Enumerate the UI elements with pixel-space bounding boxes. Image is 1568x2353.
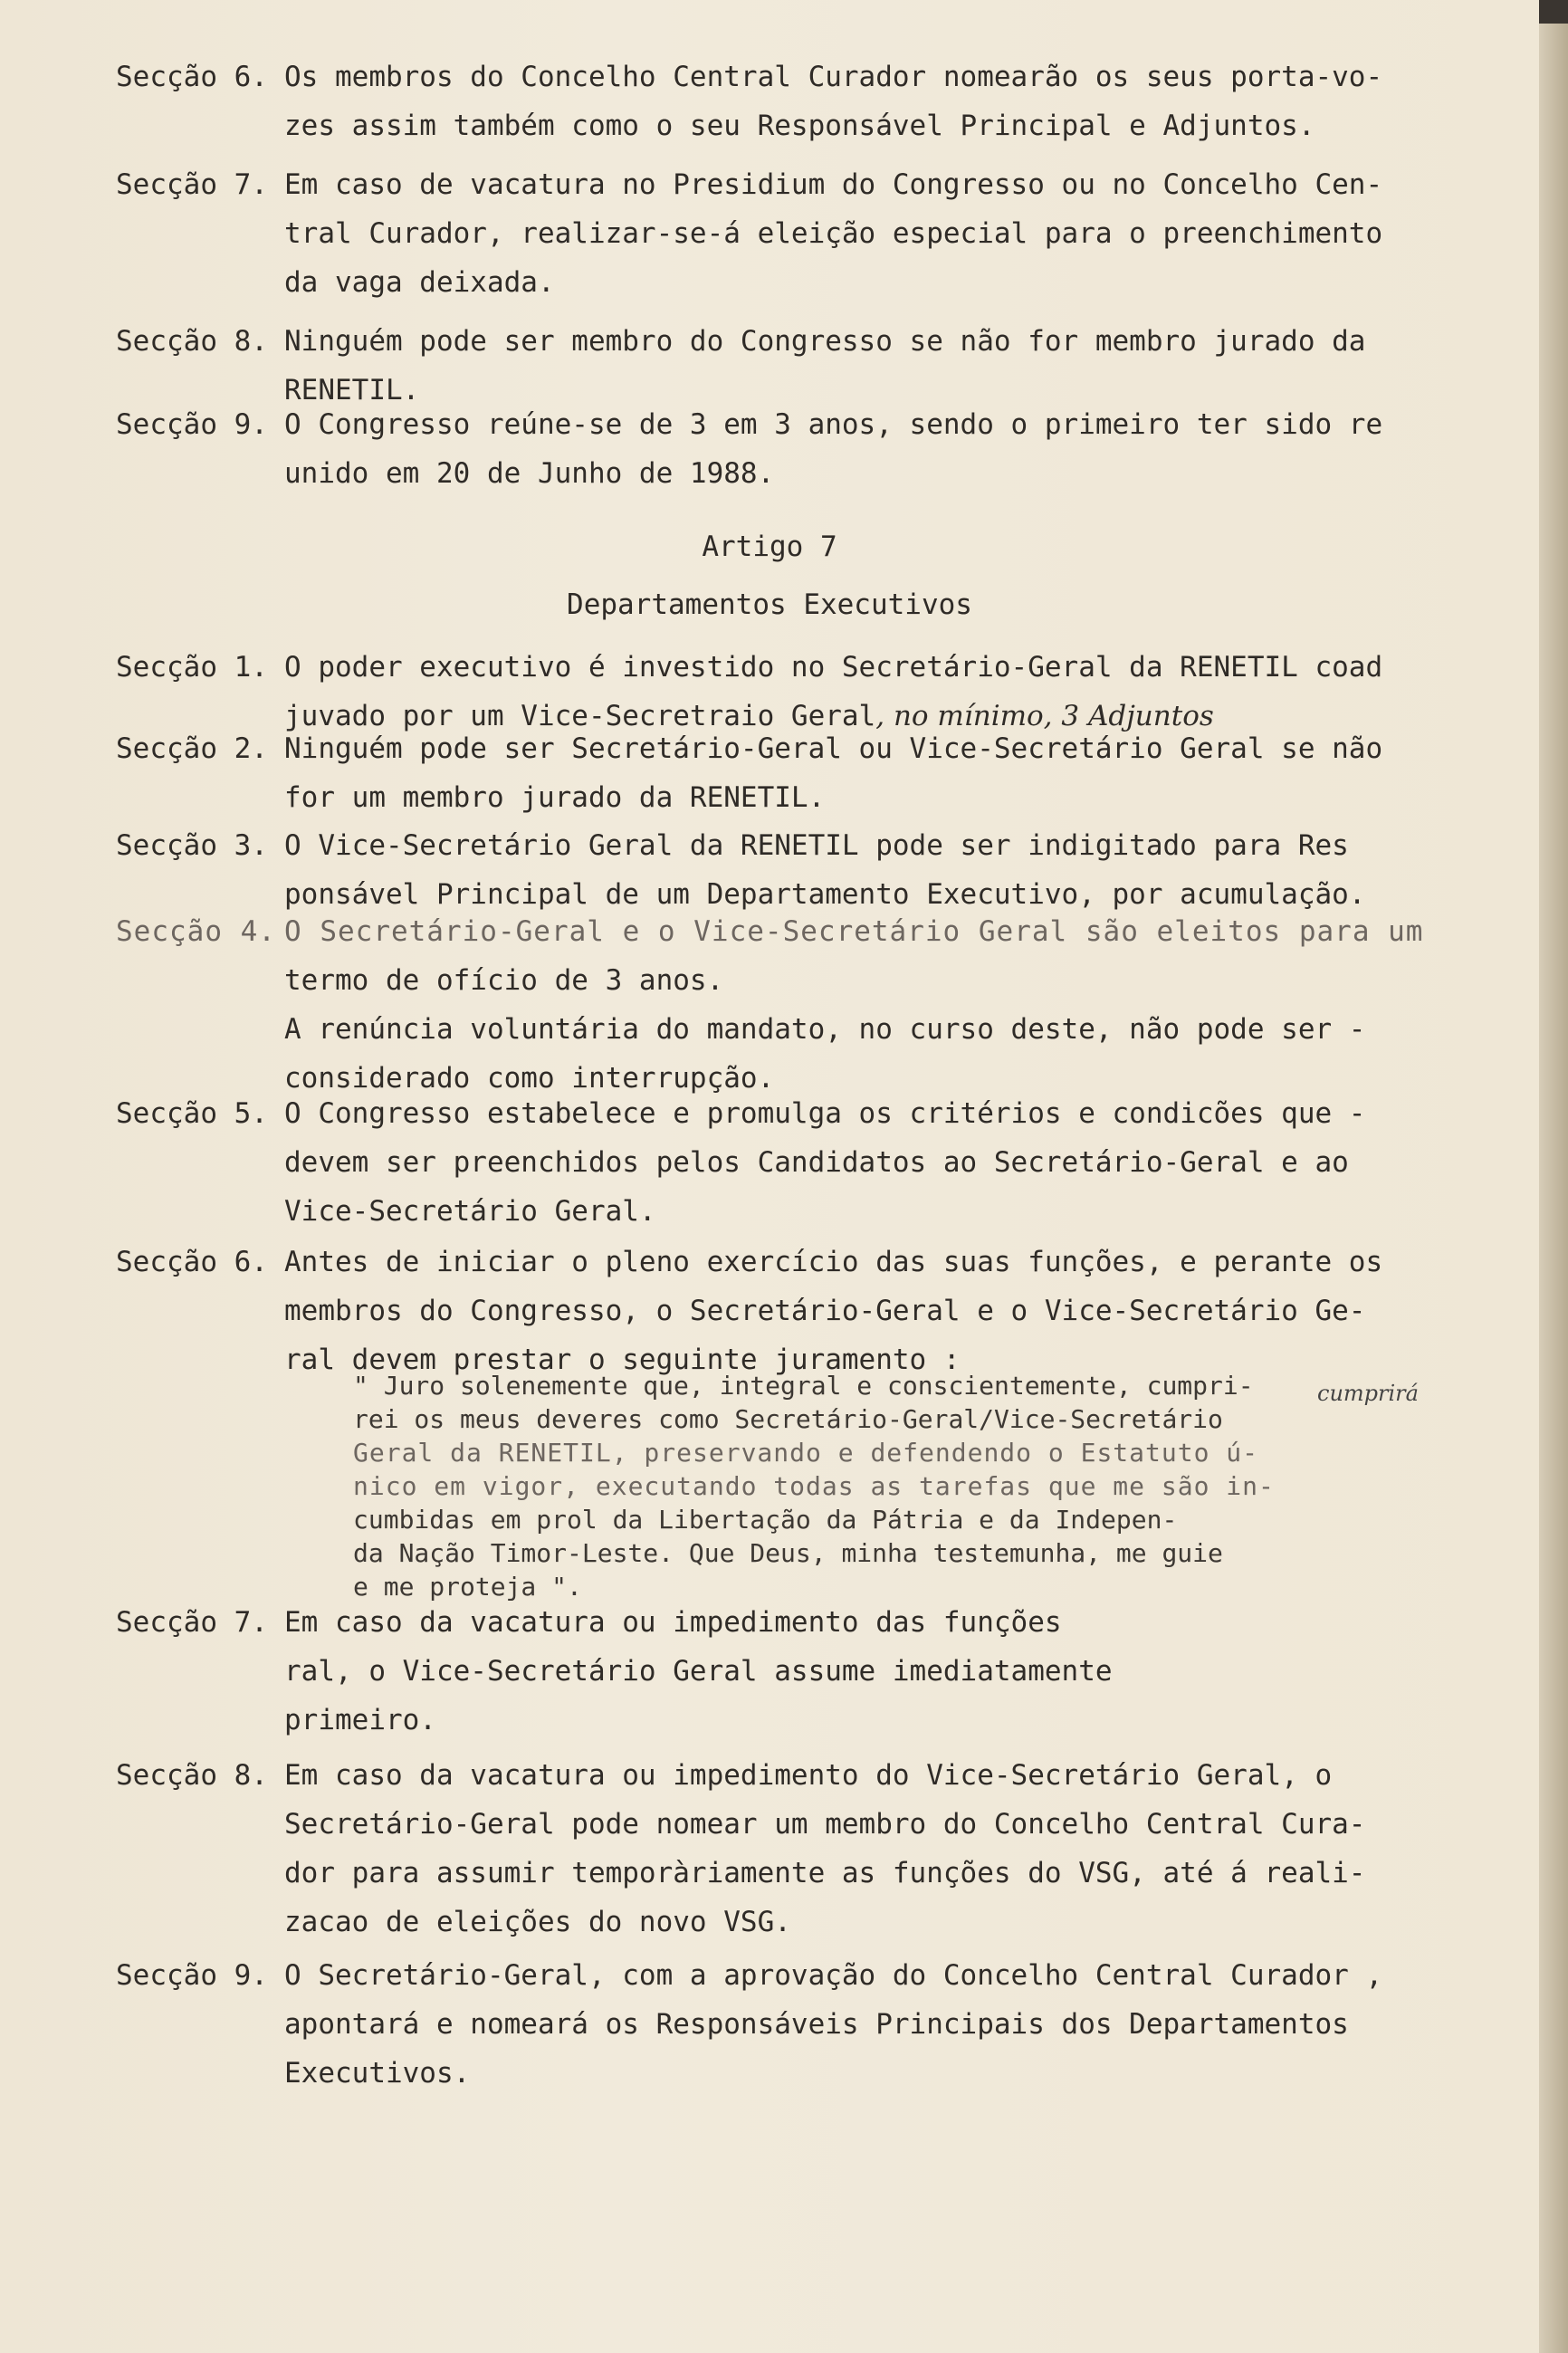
section-line: RENETIL. [284, 374, 420, 407]
section-label: Secção 7. [116, 1606, 268, 1639]
section-label: Secção 5. [116, 1097, 268, 1130]
section-line: Secretário-Geral pode nomear um membro do Concelho Central Cura- [284, 1808, 1366, 1841]
section-label: Secção 6. [116, 1246, 268, 1278]
section-line: apontará e nomeará os Responsáveis Principais dos Departamentos [284, 2008, 1349, 2041]
section-line: Os membros do Concelho Central Curador nomearão os seus porta-vo- [284, 61, 1383, 93]
section-line: considerado como interrupção. [284, 1062, 775, 1095]
section-label: Secção 1. [116, 651, 268, 684]
oath-margin-note: cumprirá [1317, 1381, 1419, 1406]
section-line: ponsável Principal de um Departamento Executivo, por acumulação. [284, 878, 1366, 911]
section-label: Secção 6. [116, 61, 268, 93]
section-line: O Secretário-Geral e o Vice-Secretário Geral são eleitos para um [284, 915, 1424, 948]
section-line: devem ser preenchidos pelos Candidatos ao Secretário-Geral e ao [284, 1146, 1349, 1179]
section-line: dor para assumir temporàriamente as funções do VSG, até á reali- [284, 1857, 1366, 1889]
section-line: O Vice-Secretário Geral da RENETIL pode ser indigitado para Res [284, 829, 1349, 862]
section-line: ral, o Vice-Secretário Geral assume imediatamente [284, 1655, 1113, 1688]
section-line: da vaga deixada. [284, 266, 555, 299]
page-corner [1539, 0, 1568, 24]
article-number: Artigo 7 [702, 531, 837, 563]
section-line: Em caso da vacatura ou impedimento do Vice-Secretário Geral, o [284, 1759, 1333, 1792]
section-line: ral devem prestar o seguinte juramento : [284, 1344, 961, 1376]
section-line: primeiro. [284, 1704, 436, 1736]
section-line: Antes de iniciar o pleno exercício das suas funções, e perante os [284, 1246, 1383, 1278]
section-label: Secção 7. [116, 168, 268, 201]
section-line: Executivos. [284, 2057, 471, 2090]
section-label: Secção 8. [116, 325, 268, 358]
handwritten-insertion: , no mínimo, 3 Adjuntos [875, 700, 1214, 732]
section-line: zes assim também como o seu Responsável Principal e Adjuntos. [284, 110, 1315, 142]
article-title: Departamentos Executivos [567, 588, 972, 621]
oath-line: Geral da RENETIL, preservando e defendendo o Estatuto ú- [353, 1438, 1259, 1468]
section-line: O Congresso reúne-se de 3 em 3 anos, sendo o primeiro ter sido re [284, 408, 1383, 441]
section-label: Secção 9. [116, 1959, 268, 1992]
section-line: Ninguém pode ser membro do Congresso se não for membro jurado da [284, 325, 1366, 358]
section-label: Secção 4. [116, 915, 276, 948]
page-edge [1539, 0, 1568, 2353]
section-label: Secção 3. [116, 829, 268, 862]
section-line: O Congresso estabelece e promulga os critérios e condicões que - [284, 1097, 1366, 1130]
oath-text [353, 1369, 1412, 1603]
section-line: Vice-Secretário Geral. [284, 1195, 656, 1228]
oath-line: rei os meus deveres como Secretário-Geral/Vice-Secretário [353, 1404, 1223, 1434]
section-label: Secção 9. [116, 408, 268, 441]
oath-line: nico em vigor, executando todas as tarefas que me são in- [353, 1471, 1275, 1501]
oath-line: " Juro solenemente que, integral e conscientemente, cumpri- [353, 1371, 1254, 1401]
section-line: unido em 20 de Junho de 1988. [284, 457, 775, 490]
oath-line: cumbidas em prol da Libertação da Pátria e da Indepen- [353, 1505, 1178, 1535]
section-line: O poder executivo é investido no Secretário-Geral da RENETIL coad [284, 651, 1383, 684]
section-line: juvado por um Vice-Secretraio Geral [284, 700, 876, 732]
section-line: tral Curador, realizar-se-á eleição especial para o preenchimento [284, 217, 1383, 250]
section-line: for um membro jurado da RENETIL. [284, 781, 826, 814]
oath-line: da Nação Timor-Leste. Que Deus, minha testemunha, me guie [353, 1538, 1223, 1568]
oath-line: e me proteja ". [353, 1572, 582, 1602]
section-label: Secção 8. [116, 1759, 268, 1792]
section-line: O Secretário-Geral, com a aprovação do Concelho Central Curador , [284, 1959, 1383, 1992]
section-line: A renúncia voluntária do mandato, no curso deste, não pode ser - [284, 1013, 1366, 1046]
section-line: zacao de eleições do novo VSG. [284, 1906, 791, 1938]
section-line: termo de ofício de 3 anos. [284, 964, 724, 997]
section-line: Em caso de vacatura no Presidium do Congresso ou no Concelho Cen- [284, 168, 1383, 201]
section-line: Em caso da vacatura ou impedimento das funções [284, 1606, 1062, 1639]
section-line: membros do Congresso, o Secretário-Geral e o Vice-Secretário Ge- [284, 1295, 1366, 1327]
section-line: Ninguém pode ser Secretário-Geral ou Vice-Secretário Geral se não [284, 732, 1383, 765]
section-label: Secção 2. [116, 732, 268, 765]
